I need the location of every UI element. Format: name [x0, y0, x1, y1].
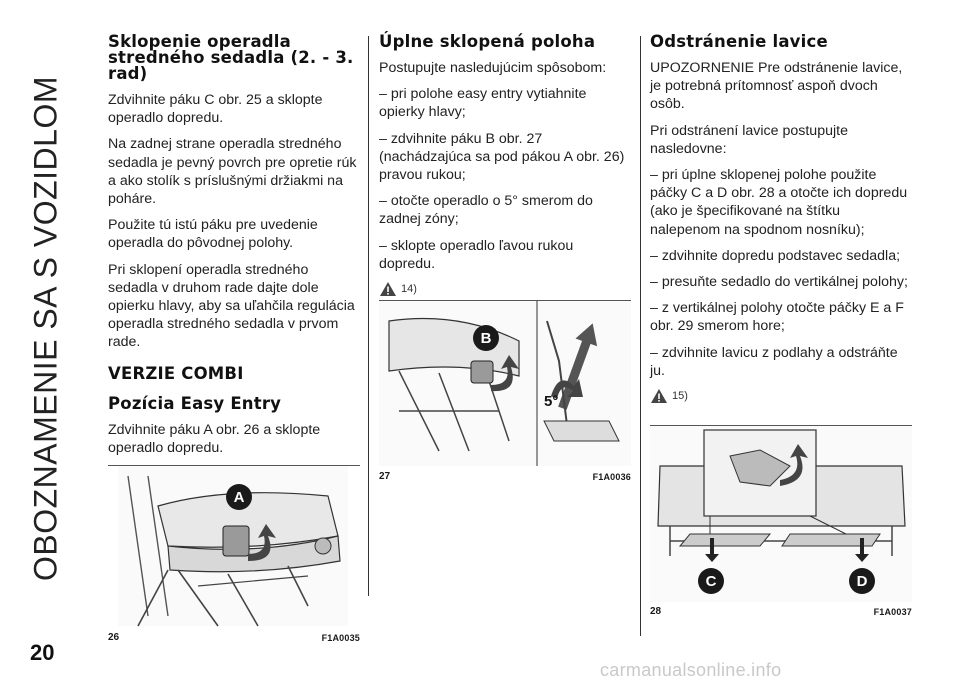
paragraph: – otočte operadlo o 5° smerom do zadnej zóny; — [379, 193, 593, 228]
heading-combi-version: VERZIE COMBI — [108, 363, 244, 383]
paragraph: Postupujte nasledujúcim spôsobom: — [379, 60, 607, 76]
paragraph: Na zadnej strane operadla stredného sedadla je pevný povrch pre opretie rúk a ako stolík s príslušnými držiakmi na poháre. — [108, 136, 357, 208]
heading-easy-entry: Pozícia Easy Entry — [108, 393, 282, 413]
figure-28 — [650, 425, 912, 618]
column-1 — [108, 34, 360, 465]
callout-b — [471, 323, 501, 353]
callout-c — [696, 566, 726, 596]
paragraph: Zdvihnite páku A obr. 26 a sklopte operadlo dopredu. — [108, 421, 321, 456]
heading-bench-removal: Odstránenie lavice — [650, 32, 828, 51]
angle-label — [542, 389, 572, 411]
warning-note-ref: 14) — [401, 283, 417, 296]
column-2 — [379, 34, 631, 305]
figure-number: 27 — [379, 471, 391, 482]
paragraph: – sklopte operadlo ľavou rukou dopredu. — [379, 237, 574, 272]
callout-c-text: C — [705, 573, 717, 590]
sidebar-title-text: OBOZNAMENIE SA S VOZIDLOM — [27, 75, 64, 582]
paragraph: – pri polohe easy entry vytiahnite opierky hlavy; — [379, 86, 587, 121]
paragraph: – z vertikálnej polohy otočte páčky E a F obr. 29 smerom hore; — [650, 300, 904, 335]
figure-number: 26 — [108, 632, 120, 643]
figure-26 — [108, 465, 360, 644]
callout-d — [847, 566, 877, 596]
warning-note-ref: 15) — [672, 390, 688, 403]
page-number: 20 — [30, 640, 55, 665]
paragraph: Pri odstránení lavice postupujte nasledovne: — [650, 122, 848, 157]
callout-d-text: D — [856, 573, 868, 590]
figure-code: F1A0036 — [592, 472, 631, 482]
warning-triangle-icon — [650, 388, 668, 404]
paragraph: Pri sklopení operadla stredného sedadla v druhom rade dajte dole opierku hlavy, aby sa uľahčila regulácia operadla stredného sedadla v prvom rade. — [108, 261, 355, 351]
paragraph: – zdvihnite dopredu podstavec sedadla; — [650, 247, 901, 264]
warning-note — [379, 281, 631, 297]
callout-a — [224, 482, 254, 512]
callout-a-text: A — [233, 489, 245, 506]
heading-backrest-folding: Sklopenie operadla stredného sedadla (2. - 3. rad) — [108, 32, 354, 83]
column-divider-2 — [640, 36, 641, 636]
warning-triangle-icon — [379, 281, 397, 297]
figure-27 — [379, 300, 631, 481]
paragraph: – pri úplne sklopenej polohe použite páčky C a D obr. 28 a otočte ich dopredu (ako je špecifikované na štítku nalepenom na spodnom nosníku); — [650, 167, 908, 238]
angle-label-text: 5° — [544, 393, 559, 410]
paragraph: – presuňte sedadlo do vertikálnej polohy; — [650, 274, 908, 291]
figure-code: F1A0035 — [321, 633, 360, 643]
seat-lever-b-illustration — [379, 301, 631, 466]
paragraph: – zdvihnite lavicu z podlahy a odstráňte ju. — [650, 344, 898, 379]
paragraph: Zdvihnite páku C obr. 25 a sklopte operadlo dopredu. — [108, 92, 323, 127]
column-3 — [650, 34, 912, 412]
figure-number: 28 — [650, 606, 662, 617]
warning-note — [650, 388, 912, 404]
paragraph: Použite tú istú páku pre uvedenie operadla do pôvodnej polohy. — [108, 217, 318, 252]
heading-fully-folded: Úplne sklopená poloha — [379, 32, 596, 51]
figure-code: F1A0037 — [873, 607, 912, 617]
paragraph: UPOZORNENIE Pre odstránenie lavice, je potrebná prítomnosť aspoň dvoch osôb. — [650, 60, 903, 113]
sidebar-title — [6, 30, 86, 610]
paragraph: – zdvihnite páku B obr. 27 (nachádzajúca sa pod pákou A obr. 26) pravou rukou; — [379, 130, 625, 184]
callout-b-text: B — [480, 330, 492, 347]
column-divider-1 — [368, 36, 369, 596]
watermark: carmanualsonline.info — [600, 660, 782, 680]
